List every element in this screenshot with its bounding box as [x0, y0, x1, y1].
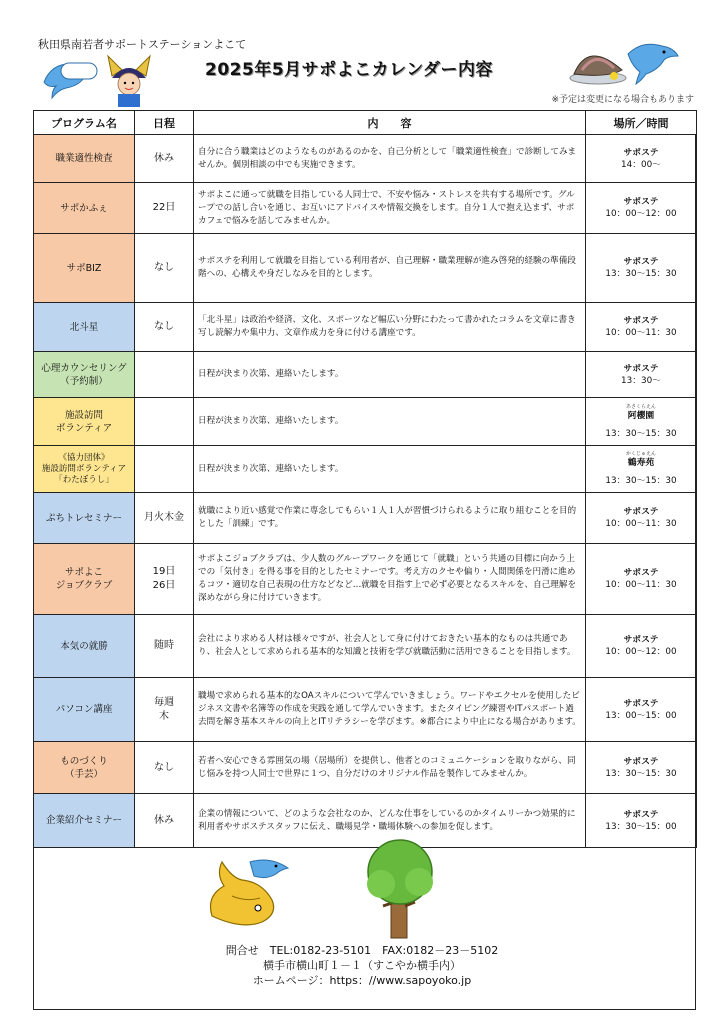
schedule-line1: 毎週 [154, 696, 174, 708]
place: 阿櫻園 [627, 410, 655, 421]
place-ruby: あさくらえん [625, 403, 656, 410]
program-name-line2: 施設訪問ボランティア [41, 463, 127, 474]
time: 10：00～11：30 [605, 328, 677, 338]
place-time [586, 794, 697, 848]
place: サポステ [623, 756, 659, 767]
schedule [135, 678, 194, 742]
table-row [34, 493, 697, 544]
time: 10：00～11：30 [605, 519, 677, 529]
table-row [34, 183, 697, 234]
table-row [34, 742, 697, 794]
time: 13：00～15：00 [605, 710, 677, 721]
place-time [586, 183, 697, 234]
program-name-line1: 心理カウンセリング [41, 362, 127, 374]
schedule [135, 544, 194, 615]
content: サポステを利用して就職を目指している利用者が、自己理解・職業理解が進み啓発的経験の準備段階への、心構えや身だしなみを目的とします。 [194, 234, 586, 303]
time: 13：30～ [621, 375, 661, 386]
schedule-line1: 19日 [152, 566, 176, 577]
table-row [34, 446, 697, 493]
time: 13：30～15：00 [605, 821, 677, 832]
content: 会社により求める人材は様々ですが、社会人として身に付けておきたい基本的なものは共通であり、社会人として求められる基本的な知識と技術を学び就職活動に活用できることを目指します。 [194, 615, 586, 678]
place-time [586, 303, 697, 352]
program-name: 本気の就勝 [34, 615, 135, 678]
table-row [34, 615, 697, 678]
place: サポステ [623, 635, 659, 645]
program-name: パソコン講座 [34, 678, 135, 742]
schedule: 休み [135, 135, 194, 183]
program-name-line3: 「わたぼうし」 [54, 474, 114, 485]
change-notice: ※予定は変更になる場合もあります [551, 95, 694, 105]
content: 職場で求められる基本的なOAスキルについて学んでいきましょう。ワードやエクセルを使用したビジネス文書や名簿等の作成を実践を通して学んでいきます。またタイピング練習やITパスポート過去問を解き基本スキルの向上とITリテラシーを学びます。※都合により中止になる場合があります。 [194, 678, 586, 742]
program-name-line1: サポよこ [64, 567, 103, 578]
schedule [135, 352, 194, 398]
content: 「北斗星」は政治や経済、文化、スポーツなど幅広い分野にわたって書かれたコラムを文章に書き写し読解力や集中力、文章作成力を身に付ける講座です。 [194, 303, 586, 352]
place-time [586, 615, 697, 678]
table-row [34, 135, 697, 183]
place: サポステ [623, 363, 659, 374]
time: 13：30～15：30 [605, 768, 677, 779]
schedule: なし [135, 303, 194, 352]
table-row [34, 234, 697, 303]
schedule [135, 398, 194, 446]
speech-bubble-icon [60, 62, 98, 82]
schedule: 月火木金 [135, 493, 194, 544]
time: 13：30～15：30 [605, 269, 677, 279]
content: 若者へ安心できる雰囲気の場（居場所）を提供し、他者とのコミュニケーションを取りながら、同じ悩みを持つ人同士で世界に１つ、自分だけのオリジナル作品を製作してみませんか。 [194, 742, 586, 794]
program-name: サポBIZ [34, 234, 135, 303]
place-time [586, 398, 697, 446]
place-time [586, 135, 697, 183]
place: サポステ [623, 316, 659, 326]
program-name [34, 544, 135, 615]
place-time [586, 678, 697, 742]
program-name [34, 398, 135, 446]
header-content: 内 容 [194, 111, 586, 135]
address: 横手市横山町１－１（すこやか横手内） [263, 959, 461, 972]
schedule: 休み [135, 794, 194, 848]
table-header-row [34, 111, 697, 135]
program-name-line1: 《協力団体》 [58, 452, 110, 463]
table-row [34, 398, 697, 446]
time: 10：00～12：00 [605, 647, 677, 657]
schedule-line2: 木 [159, 710, 169, 722]
content: サポよこジョブクラブは、少人数のグループワークを通じて「就職」という共通の目標に向かう上での「気付き」を得る事を目的としたセミナーです。考え方のクセや偏り・人間関係を円滑に進めるコツ・適切な自己表現の仕方などなど…就職を目指す上で必ず必要となるスキルを、自己理解を深めながら身に付けていきます。 [194, 544, 586, 615]
program-name: サポかふぇ [34, 183, 135, 234]
place-time [586, 544, 697, 615]
place-time [586, 234, 697, 303]
schedule-line2: 26日 [152, 580, 176, 591]
program-name-line2: ジョブクラブ [55, 580, 113, 591]
time: 10：00～12：00 [605, 209, 677, 219]
time: 14：00～ [621, 159, 661, 170]
content: 日程が決まり次第、連絡いたします。 [194, 352, 586, 398]
schedule: 随時 [135, 615, 194, 678]
place: サポステ [623, 568, 659, 578]
place: 鶴寿苑 [627, 458, 655, 468]
schedule [135, 446, 194, 493]
time: 10：00～11：30 [605, 580, 677, 590]
place-ruby: かくじゅえん [625, 451, 656, 457]
table-row [34, 544, 697, 615]
program-name: 北斗星 [34, 303, 135, 352]
program-name: 職業適性検査 [34, 135, 135, 183]
contact-info: 問合せ TEL:0182-23-5101 FAX:0182－23－5102 [225, 944, 499, 957]
place: サポステ [623, 147, 659, 158]
place-time [586, 352, 697, 398]
header-place-time: 場所／時間 [586, 111, 697, 135]
place: サポステ [623, 507, 659, 517]
place: サポステ [623, 698, 659, 709]
content: 自分に合う職業はどのようなものがあるのかを、自己分析として「職業適性検査」で診断してみませんか。個別相談の中でも実施できます。 [194, 135, 586, 183]
content: 日程が決まり次第、連絡いたします。 [194, 446, 586, 493]
schedule: 22日 [135, 183, 194, 234]
program-name: 企業紹介セミナー [34, 794, 135, 848]
place-time [586, 493, 697, 544]
program-name [34, 446, 135, 493]
program-name-line1: 施設訪問 [64, 409, 103, 421]
homepage-link[interactable]: ホームページ：https：//www.sapoyoko.jp [252, 974, 472, 987]
place-time [586, 742, 697, 794]
dolphin-icon [624, 36, 680, 86]
content: サポよこに通って就職を目指している人同士で、不安や悩み・ストレスを共有する場所です。グループでの話し合いを通じ、お互いにアドバイスや情報交換をします。自分１人で抱え込まず、サポカフェで悩みを話してみませんか。 [194, 183, 586, 234]
program-table [33, 110, 697, 848]
golden-shachi-icon [202, 856, 302, 932]
time: 13：30～15：30 [605, 476, 677, 486]
place: サポステ [623, 197, 659, 207]
header-schedule: 日程 [135, 111, 194, 135]
place-time [586, 446, 697, 493]
content: 就職により近い感覚で作業に専念してもらい１人１人が習慣づけられるように取り組むことを目的とした「訓練」です。 [194, 493, 586, 544]
program-name-line2: （手芸） [64, 768, 103, 780]
program-name-line2: （予約制） [60, 375, 108, 387]
table-row [34, 303, 697, 352]
header-program-name: プログラム名 [34, 111, 135, 135]
content: 企業の情報について、どのような会社なのか、どんな仕事をしているのかタイムリーかつ効果的に利用者やサポステスタッフに伝え、職場見学・職場体験への参加を促します。 [194, 794, 586, 848]
samurai-kabuto-icon [106, 52, 152, 108]
bonito-fish-icon [568, 40, 628, 86]
schedule: なし [135, 234, 194, 303]
program-name [34, 742, 135, 794]
table-row [34, 352, 697, 398]
tree-icon [355, 836, 445, 942]
program-name-line2: ボランティア [55, 422, 113, 434]
content: 日程が決まり次第、連絡いたします。 [194, 398, 586, 446]
table-row [34, 678, 697, 742]
time: 13：30～15：30 [605, 428, 677, 439]
program-name [34, 352, 135, 398]
place: サポステ [623, 257, 659, 267]
program-name: ぷちトレセミナー [34, 493, 135, 544]
place: サポステ [623, 809, 659, 820]
organization-name: 秋田県南若者サポートステーションよこて [38, 38, 247, 51]
page-title: 2025年5月サポよこカレンダー内容 [205, 60, 494, 80]
program-name-line1: ものづくり [60, 755, 108, 767]
schedule: なし [135, 742, 194, 794]
